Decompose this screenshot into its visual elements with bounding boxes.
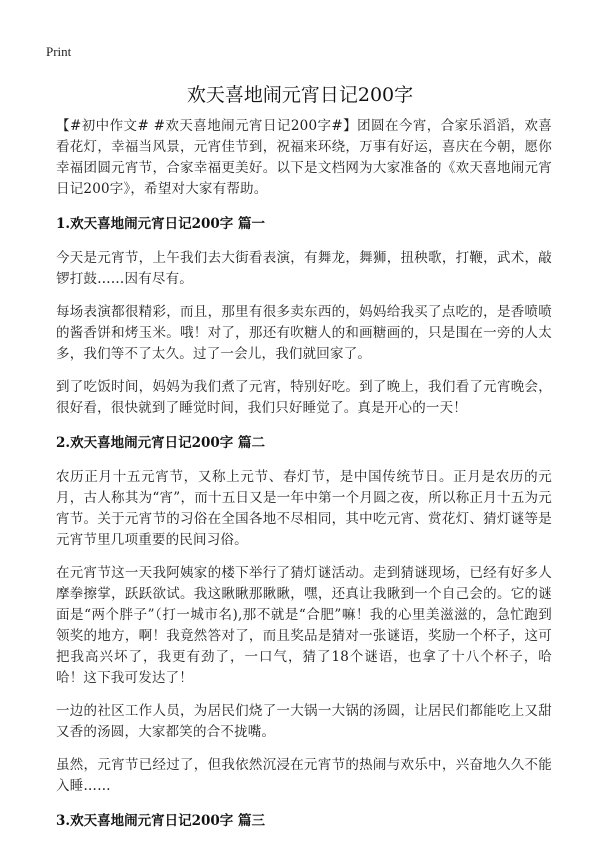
paragraph: 一边的社区工作人员，为居民们烧了一大锅一大锅的汤圆，让居民们都能吃上又甜又香的汤圆，大家都笑的合不拢嘴。 bbox=[56, 703, 552, 740]
paragraph: 到了吃饭时间，妈妈为我们煮了元宵，特别好吃。到了晚上，我们看了元宵晚会，很好看，很快就到了睡觉时间，我们只好睡觉了。真是开心的一天！ bbox=[56, 379, 552, 416]
section-heading: 3.欢天喜地闹元宵日记200字 篇三 bbox=[56, 813, 265, 829]
print-link[interactable]: Print bbox=[46, 44, 72, 59]
paragraph: 今天是元宵节，上午我们去大街看表演，有舞龙，舞狮，扭秧歌，打鞭，武术，敲锣打鼓……因有尽有。 bbox=[56, 250, 552, 287]
paragraph: 在元宵节这一天我阿姨家的楼下举行了猜灯谜活动。走到猜谜现场，已经有好多人摩拳擦掌，跃跃欲试。我这瞅瞅那瞅瞅，嘿，还真让我瞅到一个自己会的。它的谜面是“两个胖子”（打一城市名),那不就是“合肥”嘛！我的心里美滋滋的，急忙跑到领奖的地方，啊！我竟然答对了，而且奖品是猜对一张谜语，奖励一个杯子，这可把我高兴坏了，我更有劲了，一口气，猜了18个谜语，也拿了十八个杯子，哈哈！这下我可发达了！ bbox=[56, 565, 552, 686]
paragraph: 每场表演都很精彩，而且，那里有很多卖东西的，妈妈给我买了点吃的，是香喷喷的酱香饼和烤玉米。哦！对了，那还有吹糖人的和画糖画的，只是围在一旁的人太多，我们等不了太久。过了一会儿，我们就回家了。 bbox=[56, 304, 552, 362]
intro-paragraph: 【#初中作文# #欢天喜地闹元宵日记200字#】团圆在今宵，合家乐滔滔，欢喜看花灯，幸福当风景，元宵佳节到，祝福来环绕，万事有好运，喜庆在今朝，愿你幸福团圆元宵节，合家幸福更美好。以下是文档网为大家准备的《欢天喜地闹元宵日记200字》，希望对大家有帮助。 bbox=[56, 118, 552, 197]
paragraph: 农历正月十五元宵节，又称上元节、春灯节，是中国传统节日。正月是农历的元月，古人称其为“宵”，而十五日又是一年中第一个月圆之夜，所以称正月十五为元宵节。关于元宵节的习俗在全国各地不尽相同，其中吃元宵、赏花灯、猜灯谜等是元宵节里几项重要的民间习俗。 bbox=[56, 469, 552, 548]
section-heading: 2.欢天喜地闹元宵日记200字 篇二 bbox=[56, 435, 265, 451]
article-body bbox=[56, 116, 552, 845]
page-title: 欢天喜地闹元宵日记200字 bbox=[186, 84, 414, 106]
paragraph: 虽然，元宵节已经过了，但我依然沉浸在元宵节的热闹与欢乐中，兴奋地久久不能入睡…… bbox=[56, 757, 552, 794]
section-heading: 1.欢天喜地闹元宵日记200字 篇一 bbox=[56, 216, 265, 232]
